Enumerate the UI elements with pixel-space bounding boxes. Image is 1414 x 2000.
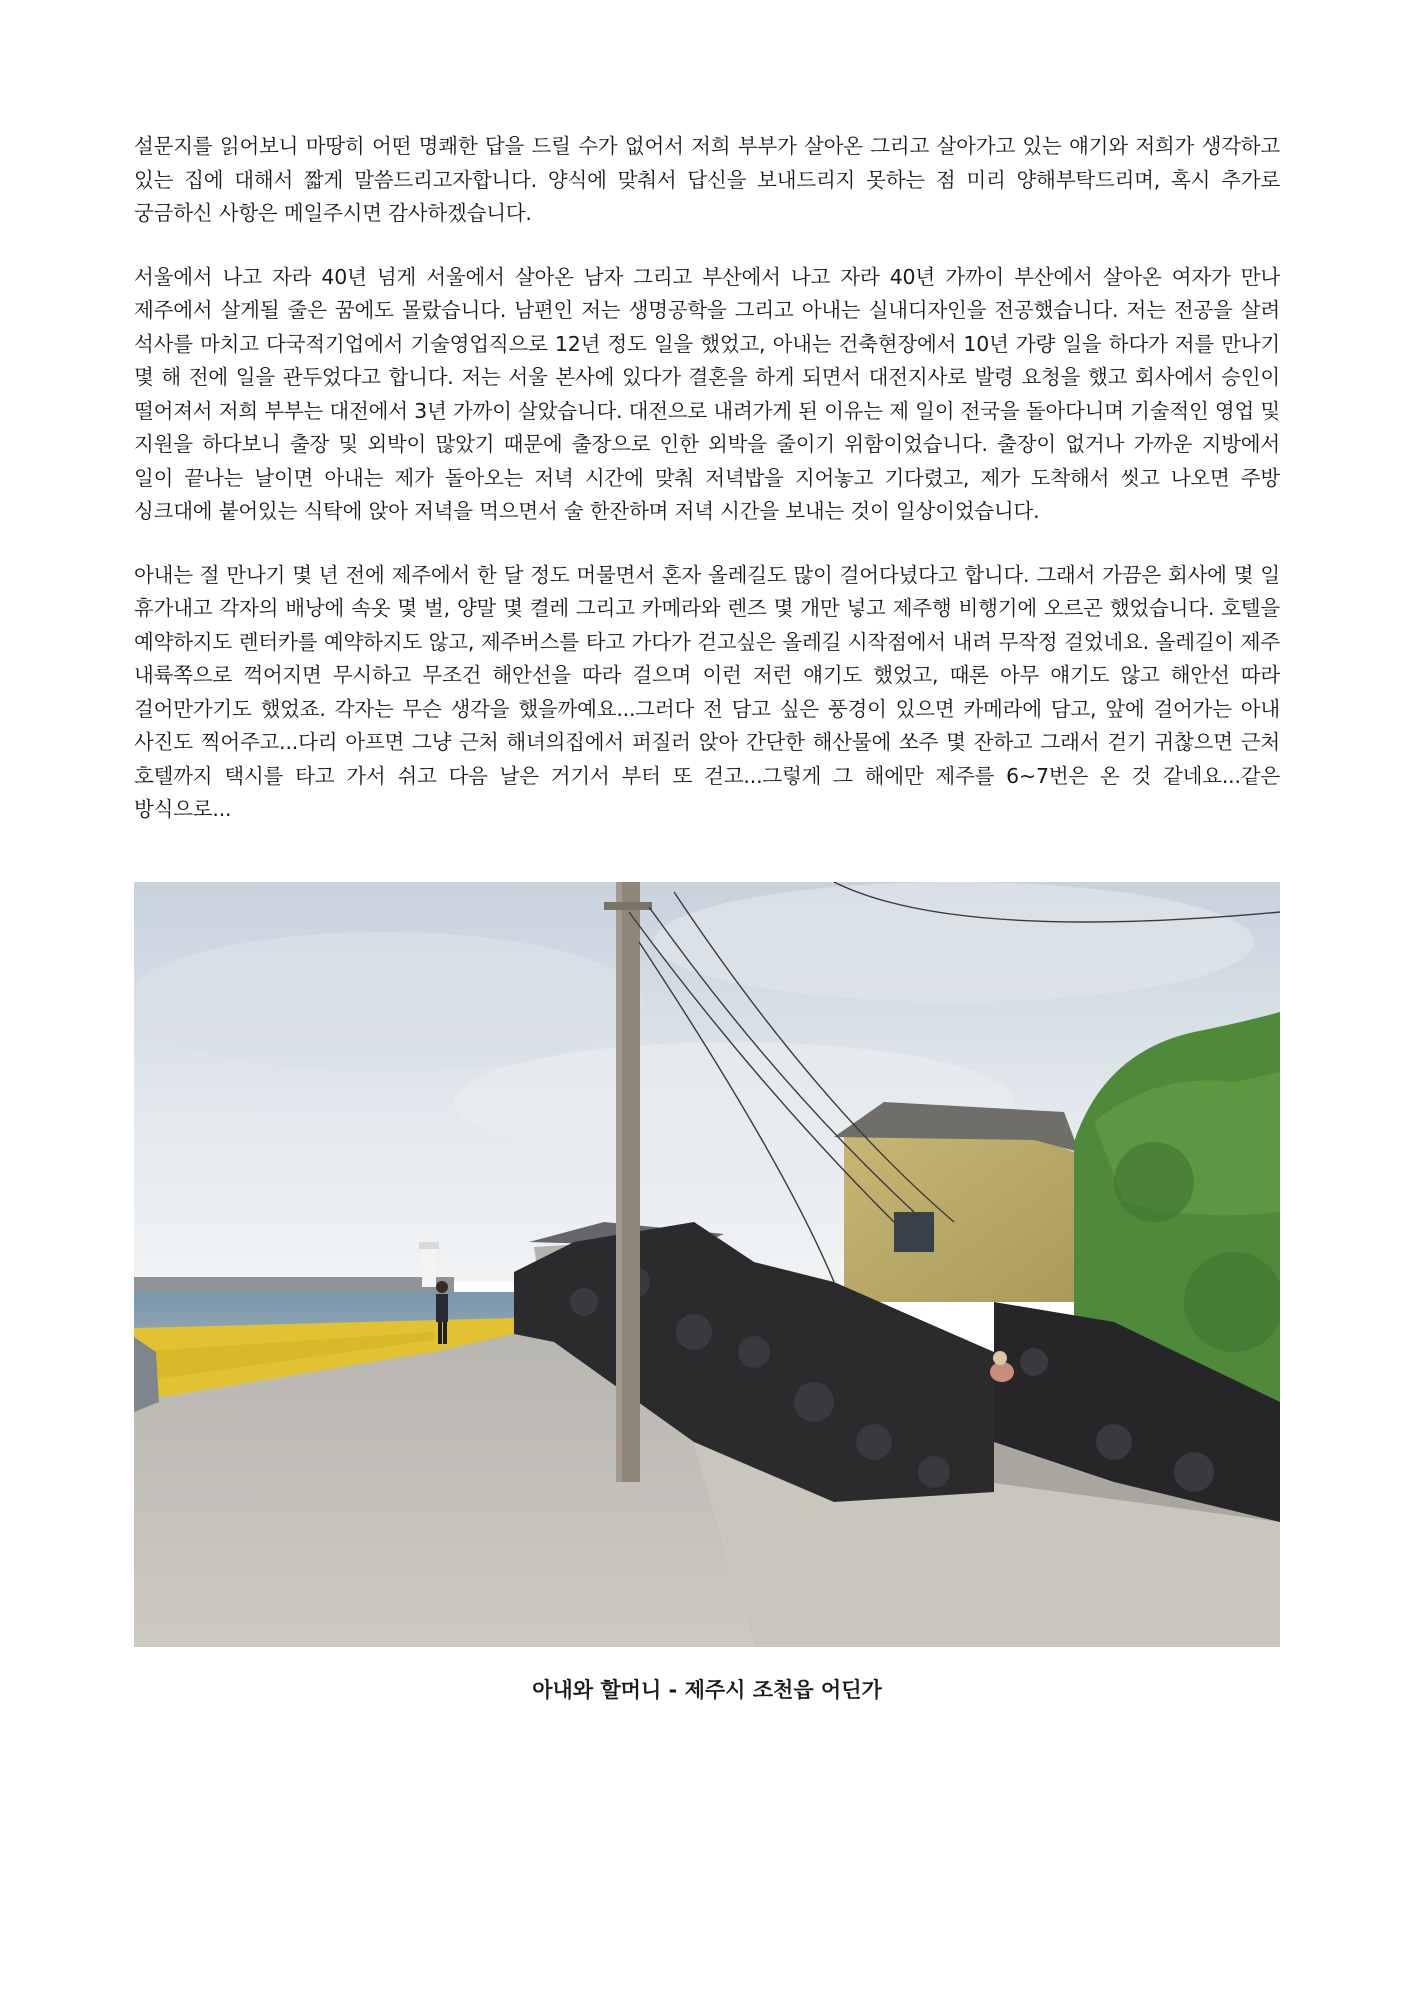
document-body bbox=[134, 130, 1280, 857]
figure-caption: 아내와 할머니 - 제주시 조천읍 어딘가 bbox=[532, 1678, 882, 1702]
jeju-street-photo bbox=[134, 882, 1280, 1647]
paragraph-background: 서울에서 나고 자라 40년 넘게 서울에서 살아온 남자 그리고 부산에서 나고 자라 40년 가까이 부산에서 살아온 여자가 만나 제주에서 살게될 줄은 꿈에도 몰랐습니다. 남편인 저는 생명공학을 그리고 아내는 실내디자인을 전공했습니다. 저는 전공을 살려 석사를 마치고 다국적기업에서 기술영업직으로 12년 정도 일을 했었고, 아내는 건축현장에서 10년 가량 일을 하다가 저를 만나기 몇 해 전에 일을 관두었다고 합니다. 저는 서울 본사에 있다가 결혼을 하게 되면서 대전지사로 발령 요청을 했고 회사에서 승인이 떨어져서 저희 부부는 대전에서 3년 가까이 살았습니다. 대전으로 내려가게 된 이유는 제 일이 전국을 돌아다니며 기술적인 영업 및 지원을 하다보니 출장 및 외박이 많았기 때문에 출장으로 인한 외박을 줄이기 위함이었습니다. 출장이 없거나 가까운 지방에서 일이 끝나는 날이면 아내는 제가 돌아오는 저녁 시간에 맞춰 저녁밥을 지어놓고 기다렸고, 제가 도착해서 씻고 나오면 주방 싱크대에 붙어있는 식탁에 앉아 저녁을 먹으면서 술 한잔하며 저녁 시간을 보내는 것이 일상이었습니다. bbox=[134, 264, 1280, 523]
paragraph-jeju-travels: 아내는 절 만나기 몇 년 전에 제주에서 한 달 정도 머물면서 혼자 올레길도 많이 걸어다녔다고 합니다. 그래서 가끔은 회사에 몇 일 휴가내고 각자의 배낭에 속옷 몇 벌, 양말 몇 켤레 그리고 카메라와 렌즈 몇 개만 넣고 제주행 비행기에 오르곤 했었습니다. 호텔을 예약하지도 렌터카를 예약하지도 않고, 제주버스를 타고 가다가 걷고싶은 올레길 시작점에서 내려 무작정 걸었네요. 올레길이 제주 내륙쪽으로 꺽어지면 무시하고 무조건 해안선을 따라 걸으며 이런 저런 얘기도 했었고, 때론 아무 얘기도 않고 해안선 따라 걸어만가기도 했었죠. 각자는 무슨 생각을 했을까예요...그러다 전 담고 싶은 풍경이 있으면 카메라에 담고, 앞에 걸어가는 아내 사진도 찍어주고...다리 아프면 그냥 근처 해녀의집에서 퍼질러 앉아 간단한 해산물에 쏘주 몇 잔하고 그래서 걷기 귀찮으면 근처 호텔까지 택시를 타고 가서 쉬고 다음 날은 거기서 부터 또 걷고...그렇게 그 해에만 제주를 6~7번은 온 것 같네요...같은 방식으로... bbox=[134, 562, 1280, 821]
paragraph-intro: 설문지를 읽어보니 마땅히 어떤 명쾌한 답을 드릴 수가 없어서 저희 부부가 살아온 그리고 살아가고 있는 얘기와 저희가 생각하고 있는 집에 대해서 짧게 말씀드리고자합니다. 양식에 맞춰서 답신을 보내드리지 못하는 점 미리 양해부탁드리며, 혹시 추가로 궁금하신 사항은 메일주시면 감사하겠습니다. bbox=[134, 134, 1280, 225]
